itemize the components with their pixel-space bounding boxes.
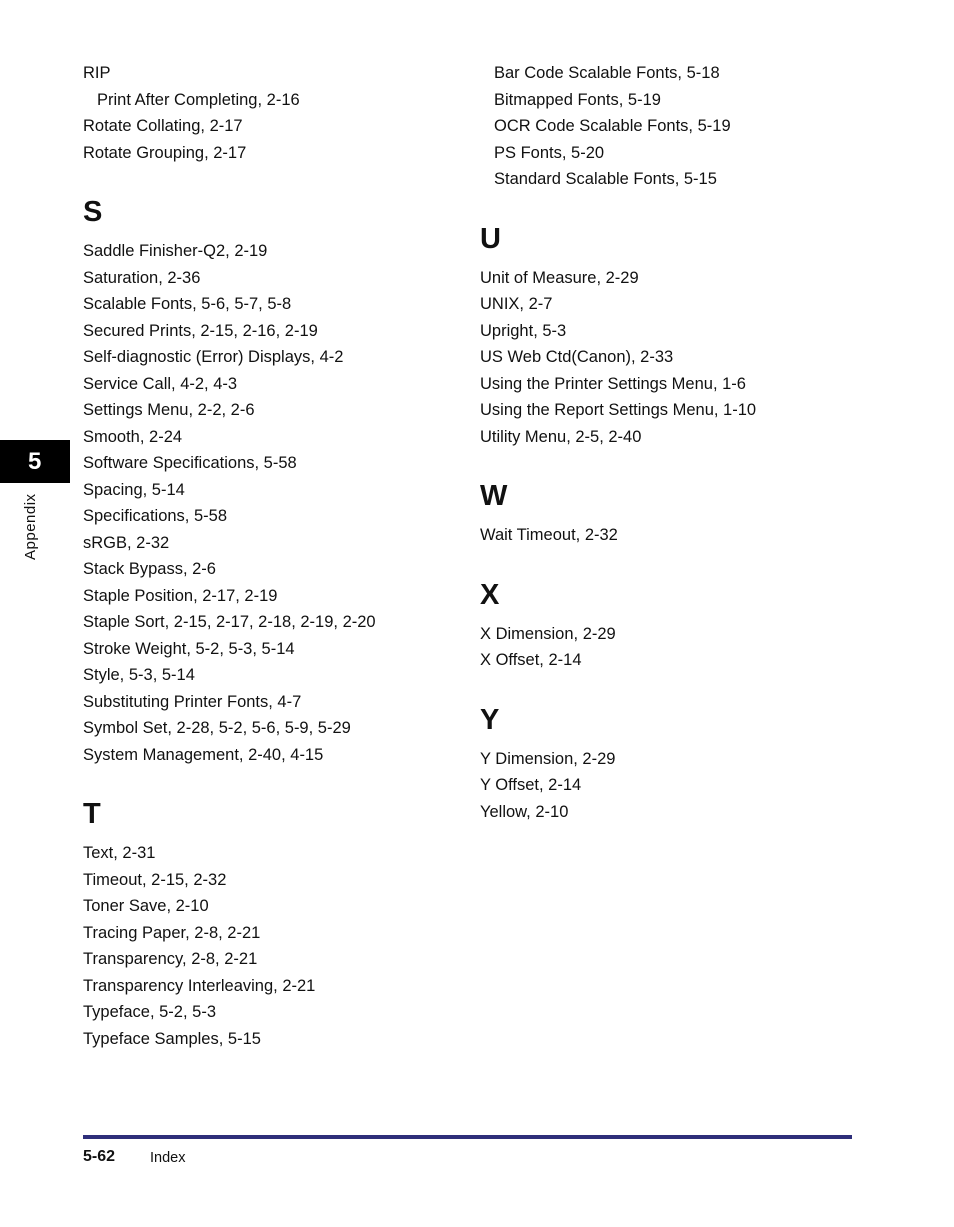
chapter-label: Appendix (22, 493, 39, 560)
index-entry: US Web Ctd(Canon), 2-33 (480, 348, 674, 366)
index-entry: Specifications, 5-58 (83, 507, 227, 525)
index-section-s (83, 192, 463, 768)
index-entry: Typeface, 5-2, 5-3 (83, 1003, 216, 1021)
index-entry: Spacing, 5-14 (83, 480, 185, 499)
index-entry: UNIX, 2-7 (480, 295, 553, 313)
index-entry: Using the Report Settings Menu, 1-10 (480, 401, 757, 419)
index-entry: Scalable Fonts, 5-6, 5-7, 5-8 (83, 295, 292, 313)
index-subentry: OCR Code Scalable Fonts, 5-19 (494, 117, 731, 135)
section-letter: T (83, 798, 101, 830)
index-entry: Settings Menu, 2-2, 2-6 (83, 401, 255, 419)
index-column-left (83, 60, 463, 1052)
index-subentry: PS Fonts, 5-20 (494, 143, 605, 162)
index-entry: Timeout, 2-15, 2-32 (83, 870, 227, 889)
index-entry: Y Dimension, 2-29 (480, 749, 616, 768)
section-letter: X (480, 578, 500, 611)
index-entry: Unit of Measure, 2-29 (480, 268, 639, 287)
index-entry: Self-diagnostic (Error) Displays, 4-2 (83, 348, 344, 366)
index-entry: Rotate Collating, 2-17 (83, 117, 243, 135)
index-entry: Saturation, 2-36 (83, 268, 201, 287)
section-letter: W (480, 480, 508, 512)
index-entry: Substituting Printer Fonts, 4-7 (83, 692, 302, 711)
footer-rule (83, 1135, 852, 1139)
right-continued-block (480, 60, 880, 193)
index-entry: Secured Prints, 2-15, 2-16, 2-19 (83, 321, 318, 340)
index-entry: Yellow, 2-10 (480, 802, 569, 821)
index-entry: Software Specifications, 5-58 (83, 454, 297, 472)
index-section-u (480, 219, 880, 451)
index-column-right (480, 60, 880, 825)
index-entry: Text, 2-31 (83, 844, 156, 862)
section-letter: U (480, 222, 501, 255)
index-subentry: Standard Scalable Fonts, 5-15 (494, 170, 717, 188)
index-entry: Utility Menu, 2-5, 2-40 (480, 427, 642, 446)
index-subentry: Bitmapped Fonts, 5-19 (494, 90, 661, 109)
index-entry: Typeface Samples, 5-15 (83, 1029, 261, 1048)
index-entry: Using the Printer Settings Menu, 1-6 (480, 374, 746, 393)
index-entry: System Management, 2-40, 4-15 (83, 745, 324, 764)
section-letter: Y (480, 703, 500, 736)
index-entry: Tracing Paper, 2-8, 2-21 (83, 923, 261, 942)
index-entry: Rotate Grouping, 2-17 (83, 143, 247, 162)
index-entry: sRGB, 2-32 (83, 533, 170, 552)
index-entry: Symbol Set, 2-28, 5-2, 5-6, 5-9, 5-29 (83, 719, 351, 737)
index-entry: Stroke Weight, 5-2, 5-3, 5-14 (83, 639, 295, 658)
index-entry: Transparency Interleaving, 2-21 (83, 976, 316, 995)
index-entry: Stack Bypass, 2-6 (83, 560, 216, 578)
index-entry: X Offset, 2-14 (480, 651, 582, 669)
index-section-t (83, 794, 463, 1052)
chapter-number: 5 (28, 448, 42, 475)
index-entry: Upright, 5-3 (480, 321, 567, 340)
index-subentry: Bar Code Scalable Fonts, 5-18 (494, 64, 720, 82)
left-continued-block (83, 60, 463, 166)
left-sections (83, 192, 463, 1052)
index-entry: Transparency, 2-8, 2-21 (83, 950, 258, 968)
right-sections (480, 219, 880, 826)
index-section-x (480, 575, 880, 674)
section-letter: S (83, 196, 103, 228)
index-entry: Smooth, 2-24 (83, 427, 183, 446)
footer-page-number: 5-62 (83, 1148, 116, 1165)
index-section-w (480, 476, 880, 549)
footer-title: Index (150, 1150, 186, 1166)
index-entry: Staple Position, 2-17, 2-19 (83, 586, 278, 605)
index-entry: Wait Timeout, 2-32 (480, 526, 618, 544)
index-section-y (480, 700, 880, 826)
index-subentry: Print After Completing, 2-16 (97, 90, 300, 109)
chapter-tab (0, 440, 70, 483)
index-entry: Toner Save, 2-10 (83, 897, 209, 915)
index-entry: RIP (83, 64, 111, 82)
index-entry: Style, 5-3, 5-14 (83, 666, 195, 684)
index-entry: Service Call, 4-2, 4-3 (83, 374, 238, 393)
index-entry: X Dimension, 2-29 (480, 624, 616, 643)
index-entry: Staple Sort, 2-15, 2-17, 2-18, 2-19, 2-20 (83, 613, 376, 631)
index-entry: Saddle Finisher-Q2, 2-19 (83, 242, 268, 260)
index-entry: Y Offset, 2-14 (480, 776, 582, 794)
